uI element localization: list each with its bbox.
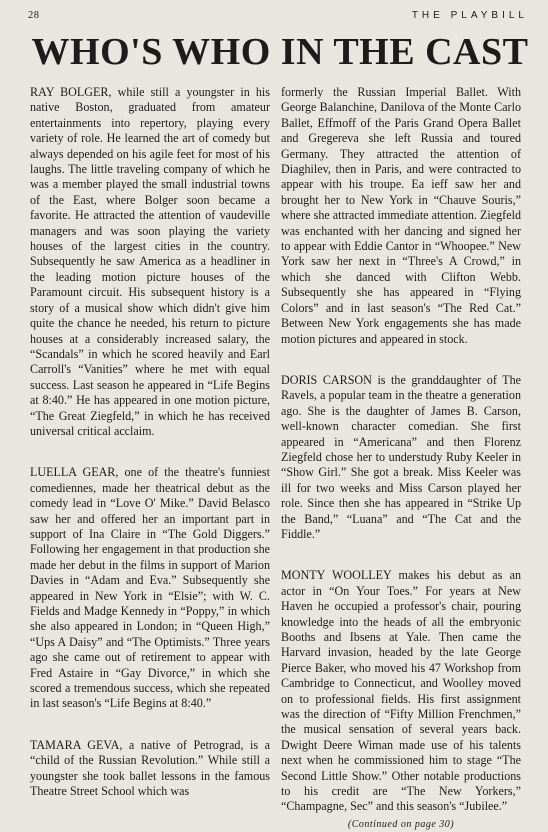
bio-monty-woolley: MONTY WOOLLEY makes his debut as an actor in “On Your Toes.” For years at New Haven he occupied a professor's chair, pouring knowledge into the heads of all the embryonic Booths and Ibsens at Yale. Then came the Harvard invasion, headed by the late George Pierce Baker, who moved his 47 Workshop from Cambridge to Connecticut, and Woolley moved on to professional fields. His first assignment was the direction of “Fifty Million Frenchmen,” the musical sensation of several years back. Dwight Deere Wiman made use of his talents next when he commissioned him to stage “The Second Little Show.” Other notable productions to his credit are “The New Yorkers,” “Champagne, Sec” and this season's “Jubilee.” [281,568,521,814]
right-column [281,85,521,832]
bio-luella-gear: LUELLA GEAR, one of the theatre's funniest comediennes, made her theatrical debut as the comedy lead in “Love O' Mike.” David Belasco saw her and offered her an important part in support of Ina Claire in “The Gold Diggers.” Following her engagement in that production she made her debut in the films in support of Marion Davies in “Adam and Eva.” Subsequently she appeared in New York in “Elsie”; with W. C. Fields and Madge Kennedy in “Poppy,” in which she also appeared in London; in “Queen High,” “Ups A Daisy” and “The Optimists.” Three years ago she came out of retirement to appear with Fred Astaire in “Gay Divorce,” in which she scored a tremendous success, which she repeated in last season's “Life Begins at 8:40.” [30,465,270,711]
bio-doris-carson: DORIS CARSON is the granddaughter of The Ravels, a popular team in the theatre a generation ago. She is the daughter of James B. Carson, well-known character comedian. She first appeared in “Americana” and then Florenz Ziegfeld chose her to understudy Ruby Keeler in “Show Girl.” She got a break. Miss Keeler was ill for two weeks and Miss Carson played her role. Since then she has appeared in “Strike Up the Band,” “Luana” and “The Cat and the Fiddle.” [281,372,521,541]
bio-ray-bolger: RAY BOLGER, while still a youngster in his native Boston, graduated from amateur entertainments into repertory, playing every variety of role. He learned the art of comedy but always depended on his agile feet for most of his laughs. The little traveling company of which he was a member played the small industrial towns of the East, where Bolger soon became a favorite. He attracted the attention of vaudeville managers and was soon playing the variety houses of the largest cities in the country. Subsequently he saw America as a headliner in the leading motion picture houses of the Paramount circuit. His subsequent history is a story of a musical show which didn't give him quite the chance he needed, his return to picture houses at a considerably increased salary, the “Scandals” in which he scored heavily and Earl Carroll's “Vanities” where he met with equal success. Last season he appeared in “Life Begins at 8:40.” He has appeared in one motion picture, “The Great Ziegfeld,” in which he has received universal critical acclaim. [30,85,270,438]
page-number: 28 [28,10,40,21]
page-title: WHO'S WHO IN THE CAST [31,31,529,73]
bio-tamara-geva: TAMARA GEVA, a native of Petrograd, is a “child of the Russian Revolution.” While still a youngster she took ballet lessons in the famous Theatre Street School which was [30,737,270,799]
running-head: THE PLAYBILL [411,10,528,21]
left-column [30,85,270,799]
bio-tamara-geva-continued: formerly the Russian Imperial Ballet. With George Balanchine, Danilova of the Monte Carlo Ballet, Effmoff of the Paris Grand Opera Ballet and Gregereva she left Russia and toured Germany. They attracted the attention of Diaghilev, then in Paris, and were contracted to appear with his troupe. Ea ieff saw her and brought her to New York in “Chauve Souris,” where she attracted immediate attention. Ziegfeld was enchanted with her dancing and signed her to appear with Eddie Cantor in “Whoopee.” New York saw her next in “Three's A Crowd,” in which she danced with Clifton Webb. Subsequently she has appeared in “Flying Colors” and in last season's “The Red Cat.” Between New York engagements she has made motion pictures and appeared in stock. [281,85,521,346]
continued-note: (Continued on page 30) [347,818,455,830]
